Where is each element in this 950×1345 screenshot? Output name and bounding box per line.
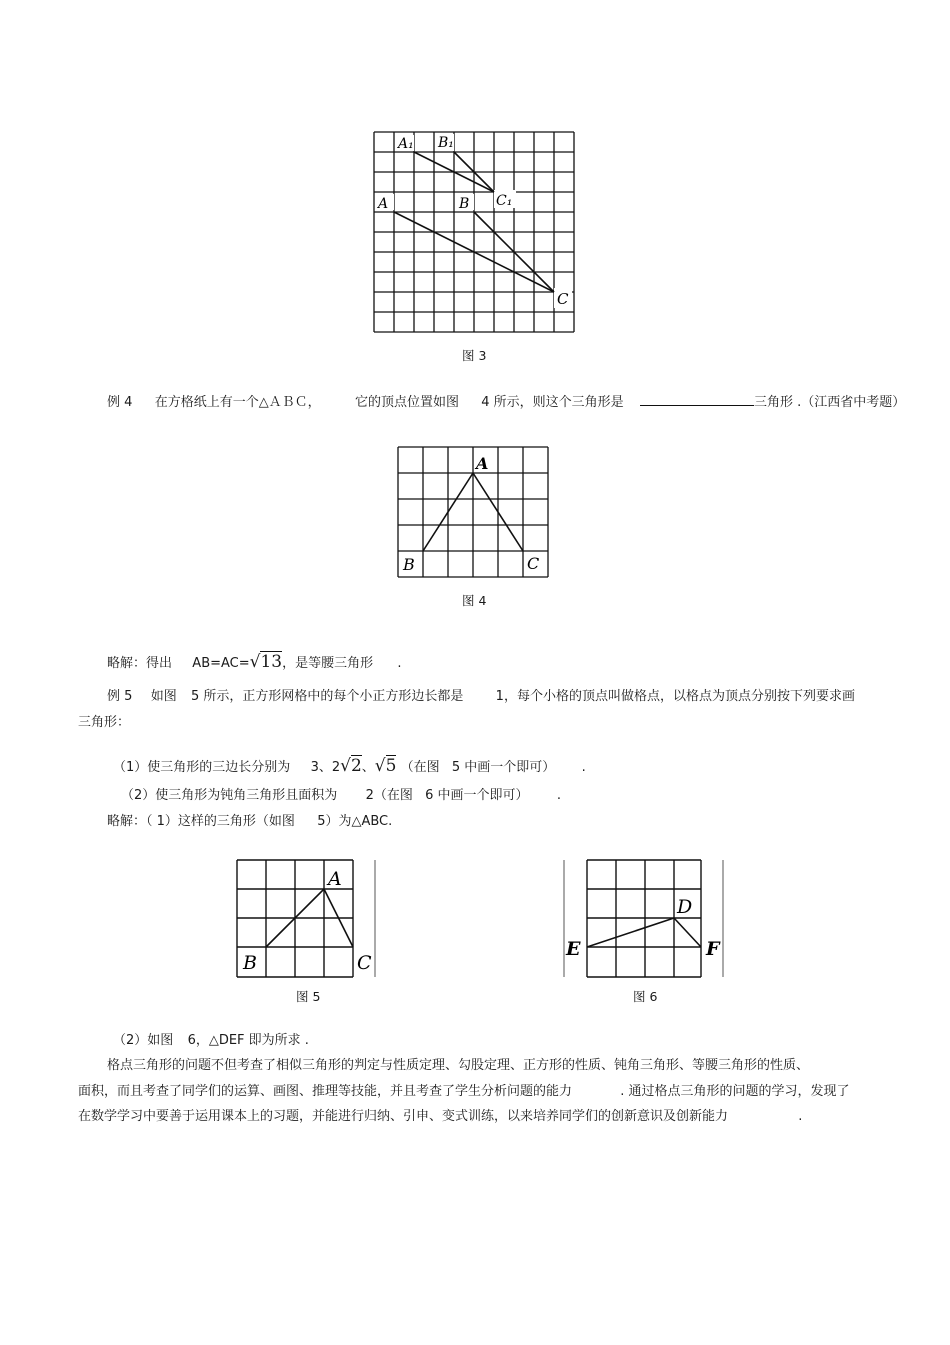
label-b: B (403, 555, 415, 574)
sqrt-symbol: √ (249, 652, 261, 672)
example-5-text-b: 如图 (150, 689, 177, 704)
figure-3-grid (370, 128, 578, 336)
label-a: A (378, 196, 389, 212)
part-2-text-a: （2）使三角形为钝角三角形且面积为 (121, 788, 338, 803)
part-2-text-d: . (556, 788, 561, 803)
example-5-line-2: 三角形： (78, 715, 131, 730)
part-1-text-f: . (581, 760, 586, 775)
figure-5-grid (234, 857, 376, 981)
answer-2-line (113, 1032, 309, 1050)
label-c: C (357, 952, 372, 974)
label-e: E (566, 938, 581, 960)
summary-line-2-b: . 通过格点三角形的问题的学习，发现了 (620, 1084, 850, 1099)
answer-blank[interactable] (640, 393, 754, 406)
sqrt-symbol: √ (340, 756, 351, 776)
answer-2-text-a: （2）如图 (113, 1033, 174, 1048)
solution-5-text-b: 5）为△ABC. (317, 814, 393, 829)
figure-4-caption: 图 4 (462, 593, 487, 608)
sqrt-2-radicand: 2 (350, 756, 362, 776)
solution-4-prefix: 略解：得出 (107, 656, 173, 671)
answer-2-text-b: 6，△DEF 即为所求 . (187, 1033, 309, 1048)
example-5-text-d: 1，每个小格的顶点叫做格点，以格点为顶点分别按下列要求画 (495, 689, 855, 704)
summary-line-3-b: . (798, 1109, 803, 1124)
example-4-text-b: 它的顶点位置如图 (354, 395, 459, 410)
label-c: C (557, 290, 569, 308)
summary-line-1: 格点三角形的问题不但考查了相似三角形的判定与性质定理、勾股定理、正方形的性质、钝角三角形、等腰三角形的性质、 (107, 1058, 810, 1073)
label-b: B (459, 196, 470, 212)
part-1-text-c: 、 (361, 760, 375, 775)
label-c1: C₁ (496, 193, 513, 209)
example-4-text-d: 三角形 .（江西省中考题） (753, 395, 906, 410)
figure-6-grid (561, 857, 725, 981)
part-1-text-d: （在图 (400, 760, 440, 775)
example-4-text-a: 在方格纸上有一个△ＡＢＣ， (154, 395, 321, 410)
part-1-text-b: 3、2 (310, 760, 341, 775)
figure-6-caption: 图 6 (633, 989, 658, 1004)
solution-5-text-a: 略解：（ 1）这样的三角形（如图 (107, 814, 295, 829)
solution-4-eq: AB=AC= (192, 656, 250, 671)
label-a: A (476, 454, 489, 473)
part-2-text-b: 2（在图 (365, 788, 413, 803)
solution-4-end: . (397, 656, 402, 671)
figure-4-grid (396, 445, 550, 579)
label-c: C (527, 554, 540, 573)
label-a: A (328, 868, 342, 890)
part-2-text-c: 6 中画一个即可） (425, 788, 529, 803)
part-2-line (121, 787, 561, 805)
label-f: F (706, 938, 720, 960)
label-d: D (677, 896, 693, 918)
figure-3-caption: 图 3 (462, 348, 487, 363)
solution-5-line (107, 813, 392, 831)
example-5-line-1 (107, 688, 855, 706)
summary-line-2 (78, 1083, 850, 1101)
example-4-label: 例 4 (107, 395, 133, 410)
example-5-text-c: 5 所示，正方形网格中的每个小正方形边长都是 (190, 689, 464, 704)
label-b: B (243, 952, 257, 974)
summary-line-2-a: 面积，而且考查了同学们的运算、画图、推理等技能，并且考查了学生分析问题的能力 (78, 1084, 573, 1099)
label-a1: A₁ (398, 136, 414, 152)
part-1-text-a: （1）使三角形的三边长分别为 (113, 760, 291, 775)
example-4-text-c: 4 所示，则这个三角形是 (481, 395, 624, 410)
solution-4-line (107, 653, 402, 673)
sqrt-13-radicand: 13 (260, 652, 283, 672)
label-b1: B₁ (438, 135, 454, 151)
sqrt-symbol: √ (374, 756, 386, 776)
part-1-line (113, 757, 586, 777)
solution-4-suffix: ，是等腰三角形 (282, 656, 374, 671)
figure-5-caption: 图 5 (296, 989, 321, 1004)
sqrt-5-radicand: 5 (385, 756, 397, 776)
summary-line-3 (78, 1108, 802, 1126)
example-5-label: 例 5 (107, 689, 133, 704)
summary-line-3-a: 在数学学习中要善于运用课本上的习题，并能进行归纳、引申、变式训练，以来培养同学们的创新意识及创新能力 (78, 1109, 729, 1124)
part-1-text-e: 5 中画一个即可） (451, 760, 556, 775)
example-4-line (107, 393, 905, 412)
